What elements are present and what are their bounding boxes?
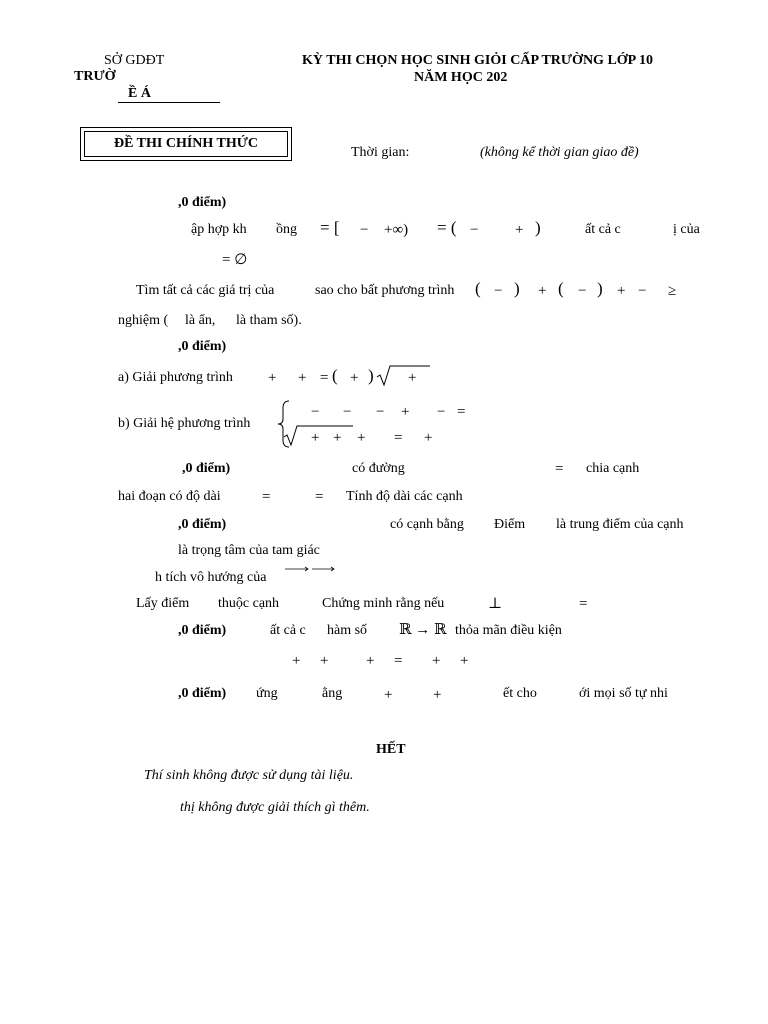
q4-line4-c: Chứng minh rằng nếu <box>322 596 445 611</box>
q1-ineq-minus2: − <box>578 283 587 299</box>
q5-cond-op: + <box>366 653 375 669</box>
q5-cond-op: + <box>292 653 301 669</box>
official-exam-label: ĐỀ THI CHÍNH THỨC <box>84 131 288 157</box>
q3-eq2: = <box>262 489 271 505</box>
q4-line4-b: thuộc cạnh <box>218 596 280 611</box>
q4-text-b: Điểm <box>494 517 526 532</box>
q6-plus1: + <box>384 687 393 703</box>
q2-a-plus2: + <box>298 370 307 386</box>
q1-ineq-plus2: + <box>617 283 626 299</box>
official-exam-box <box>80 127 292 161</box>
q4-points: ,0 điểm) <box>178 517 227 532</box>
q2-a-sqrt-sign <box>376 364 432 388</box>
q5-cond-op: + <box>432 653 441 669</box>
time-label: Thời gian: <box>351 145 410 160</box>
q1-points: ,0 điểm) <box>178 195 227 210</box>
q2-b-r2-op: + <box>311 430 320 446</box>
q6-text-d: ới mọi số tự nhi <box>579 686 668 701</box>
q4-line2: là trọng tâm của tam giác <box>178 543 320 558</box>
q5-cond-op: = <box>394 653 403 669</box>
q5-text-b: hàm số <box>327 623 368 638</box>
q1-minus-b: − <box>470 222 479 238</box>
q6-plus2: + <box>433 687 442 703</box>
q2-b-r1-op: = <box>457 404 466 420</box>
q4-line4-a: Lấy điểm <box>136 596 190 611</box>
q4-text-a: có cạnh bằng <box>390 517 464 532</box>
q4-text-c: là trung điểm của cạnh <box>556 517 684 532</box>
q1-part2-text-e: là tham số). <box>236 313 302 328</box>
q3-text-a: có đường <box>352 461 405 476</box>
q2-b-r2-op: = <box>394 430 403 446</box>
q6-points: ,0 điểm) <box>178 686 227 701</box>
q1-part2-text-d: là ẩn, <box>185 313 216 328</box>
q2-b-label: b) Giải hệ phương trình <box>118 416 251 431</box>
exam-code-label: Ề Á <box>128 86 151 101</box>
q1-text-a: ập hợp kh <box>191 222 247 237</box>
q6-text-b: ằng <box>322 686 343 701</box>
q2-points: ,0 điểm) <box>178 339 227 354</box>
q1-text-d: ị của <box>673 222 700 237</box>
q2-b-r1-op: − <box>311 404 320 420</box>
q4-perp: ⊥ <box>488 596 503 612</box>
q1-ineq-close2: ) <box>597 279 603 298</box>
q1-plus-b: + <box>515 222 524 238</box>
header-underline <box>118 102 220 103</box>
q2-b-r2-op: + <box>333 430 342 446</box>
q3-line2-a: hai đoạn có độ dài <box>118 489 221 504</box>
school-year: NĂM HỌC 202 <box>414 70 508 85</box>
q1-set-b-open: = ( <box>437 218 457 237</box>
q1-set-b-close: ) <box>535 218 541 237</box>
q3-text-b: chia cạnh <box>586 461 640 476</box>
q2-a-eq: = <box>320 370 329 386</box>
department-name: SỞ GDĐT <box>104 53 165 68</box>
q3-eq3: = <box>315 489 324 505</box>
q2-b-r2-op: + <box>424 430 433 446</box>
footer-note-2: thị không được giải thích gì thêm. <box>180 800 370 815</box>
q5-map: ℝ → ℝ <box>399 622 447 638</box>
q1-part2-text-a: Tìm tất cả các giá trị của <box>136 283 275 298</box>
end-marker: HẾT <box>376 742 406 757</box>
q3-points: ,0 điểm) <box>182 461 231 476</box>
q2-b-r1-op: − <box>437 404 446 420</box>
q4-eq: = <box>579 596 588 612</box>
exam-title: KỲ THI CHỌN HỌC SINH GIỎI CẤP TRƯỜNG LỚP 10 <box>302 53 653 68</box>
q2-a-plus3: + <box>350 370 359 386</box>
q1-ineq-geq: ≥ <box>668 283 677 299</box>
q5-points: ,0 điểm) <box>178 623 227 638</box>
q1-ineq-plus1: + <box>538 283 547 299</box>
q5-text-c: thỏa mãn điều kiện <box>455 623 562 638</box>
school-name: TRƯỜ <box>74 69 116 84</box>
q2-b-r1-op: − <box>343 404 352 420</box>
q1-ineq-open1: ( <box>475 279 481 298</box>
q2-a-label: a) Giải phương trình <box>118 370 233 385</box>
q1-empty-set: = ∅ <box>222 252 248 268</box>
q2-a-paren-close: ) <box>368 366 374 385</box>
q2-b-r2-op: + <box>357 430 366 446</box>
q1-set-a-open: = [ <box>320 218 340 237</box>
q1-ineq-minus3: − <box>638 283 647 299</box>
q5-text-a: ất cả c <box>270 623 306 638</box>
q1-ineq-minus1: − <box>494 283 503 299</box>
q2-a-plus4: + <box>408 370 417 386</box>
q5-cond-op: + <box>320 653 329 669</box>
q2-b-r1-op: + <box>401 404 410 420</box>
q4-vector-arrows <box>284 565 336 573</box>
q1-part2-text-c: nghiệm ( <box>118 313 169 328</box>
q1-ineq-close1: ) <box>514 279 520 298</box>
q2-a-paren-open: ( <box>332 366 338 385</box>
q1-text-c: ất cả c <box>585 222 621 237</box>
q6-text-c: ết cho <box>503 686 537 701</box>
q1-ineq-open2: ( <box>558 279 564 298</box>
q1-minus-a: − <box>360 222 369 238</box>
q5-cond-op: + <box>460 653 469 669</box>
q4-line3: h tích vô hướng của <box>155 570 267 585</box>
footer-note-1: Thí sinh không được sử dụng tài liệu. <box>144 768 354 783</box>
q6-text-a: ứng <box>256 686 278 701</box>
q2-a-plus1: + <box>268 370 277 386</box>
q1-text-b: ồng <box>276 222 297 237</box>
q3-eq: = <box>555 461 564 477</box>
q2-b-r1-op: − <box>376 404 385 420</box>
q1-part2-text-b: sao cho bất phương trình <box>315 283 455 298</box>
q1-plus-infinity: +∞) <box>384 222 409 238</box>
time-note: (không kể thời gian giao đề) <box>480 145 639 160</box>
q3-line2-b: Tính độ dài các cạnh <box>346 489 463 504</box>
